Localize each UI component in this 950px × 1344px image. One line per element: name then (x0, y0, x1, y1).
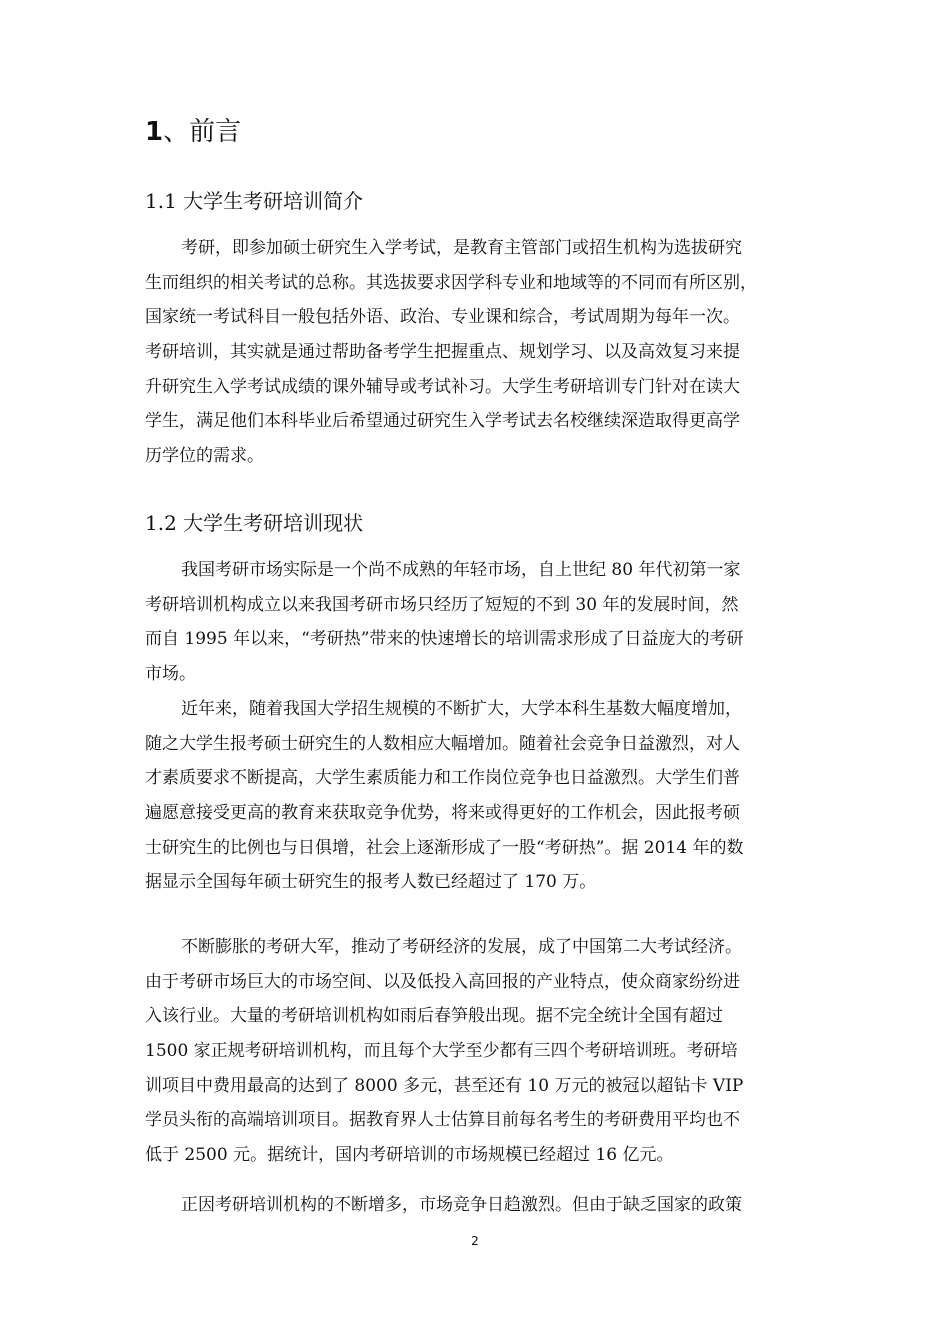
chapter-number: 1 (145, 117, 164, 147)
text-line: 据显示全国每年硕士研究生的报考人数已经超过了 170 万。 (145, 872, 597, 893)
text-line: 1500 家正规考研培训机构，而且每个大学至少都有三四个考研培训班。考研培 (145, 1041, 738, 1062)
section-heading-1-2: 1.2 大学生考研培训现状 (145, 511, 364, 535)
text-line: 而自 1995 年以来，“考研热”带来的快速增长的培训需求形成了日益庞大的考研 (145, 629, 744, 650)
text-line: 不断膨胀的考研大军，推动了考研经济的发展，成了中国第二大考试经济。 (181, 937, 742, 957)
text-line: 遍愿意接受更高的教育来获取竞争优势，将来或得更好的工作机会，因此报考硕 (145, 803, 740, 824)
text-line: 随之大学生报考硕士研究生的人数相应大幅增加。随着社会竞争日益激烈，对人 (145, 733, 740, 754)
text-line: 由于考研市场巨大的市场空间、以及低投入高回报的产业特点，使众商家纷纷进 (145, 971, 740, 992)
section-heading-1-1: 1.1 大学生考研培训简介 (145, 189, 364, 213)
chapter-heading (145, 112, 241, 152)
text-line: 低于 2500 元。据统计，国内考研培训的市场规模已经超过 16 亿元。 (145, 1145, 674, 1166)
text-line: 训项目中费用最高的达到了 8000 多元，甚至还有 10 万元的被冠以超钻卡 VIP (145, 1075, 744, 1096)
text-line: 国家统一考试科目一般包括外语、政治、专业课和综合，考试周期为每年一次。 (145, 307, 740, 328)
text-line: 升研究生入学考试成绩的课外辅导或考试补习。大学生考研培训专门针对在读大 (145, 376, 740, 397)
text-line: 入该行业。大量的考研培训机构如雨后春笋般出现。据不完全统计全国有超过 (145, 1006, 723, 1027)
page-number: 2 (471, 1234, 479, 1248)
paragraph-intro (145, 231, 813, 474)
text-line: 考研培训，其实就是通过帮助备考学生把握重点、规划学习、以及高效复习来提 (145, 342, 740, 363)
text-line: 正因考研培训机构的不断增多，市场竞争日趋激烈。但由于缺乏国家的政策 (181, 1195, 742, 1215)
text-line: 我国考研市场实际是一个尚不成熟的年轻市场，自上世纪 80 年代初第一家 (181, 560, 741, 580)
text-line: 学生，满足他们本科毕业后希望通过研究生入学考试去名校继续深造取得更高学 (145, 411, 740, 432)
text-line: 学员头衔的高端培训项目。据教育界人士估算目前每名考生的考研费用平均也不 (145, 1110, 740, 1131)
paragraph-recent-years (145, 692, 813, 900)
text-line: 历学位的需求。 (145, 446, 264, 467)
text-line: 近年来，随着我国大学招生规模的不断扩大，大学本科生基数大幅度增加， (181, 699, 742, 719)
paragraph-market-history (145, 553, 813, 692)
text-line: 士研究生的比例也与日俱增，社会上逐渐形成了一股“考研热”。据 2014 年的数 (145, 837, 744, 858)
text-line: 考研培训机构成立以来我国考研市场只经历了短短的不到 30 年的发展时间，然 (145, 594, 739, 615)
paragraph-competition (145, 1188, 813, 1223)
paragraph-exam-economy (145, 930, 813, 1173)
text-line: 市场。 (145, 664, 196, 685)
text-line: 考研，即参加硕士研究生入学考试，是教育主管部门或招生机构为选拔研究 (181, 238, 742, 258)
text-line: 生而组织的相关考试的总称。其选拔要求因学科专业和地域等的不同而有所区别， (145, 272, 757, 293)
text-line: 才素质要求不断提高，大学生素质能力和工作岗位竞争也日益激烈。大学生们普 (145, 768, 740, 789)
chapter-title: 、前言 (163, 117, 242, 147)
